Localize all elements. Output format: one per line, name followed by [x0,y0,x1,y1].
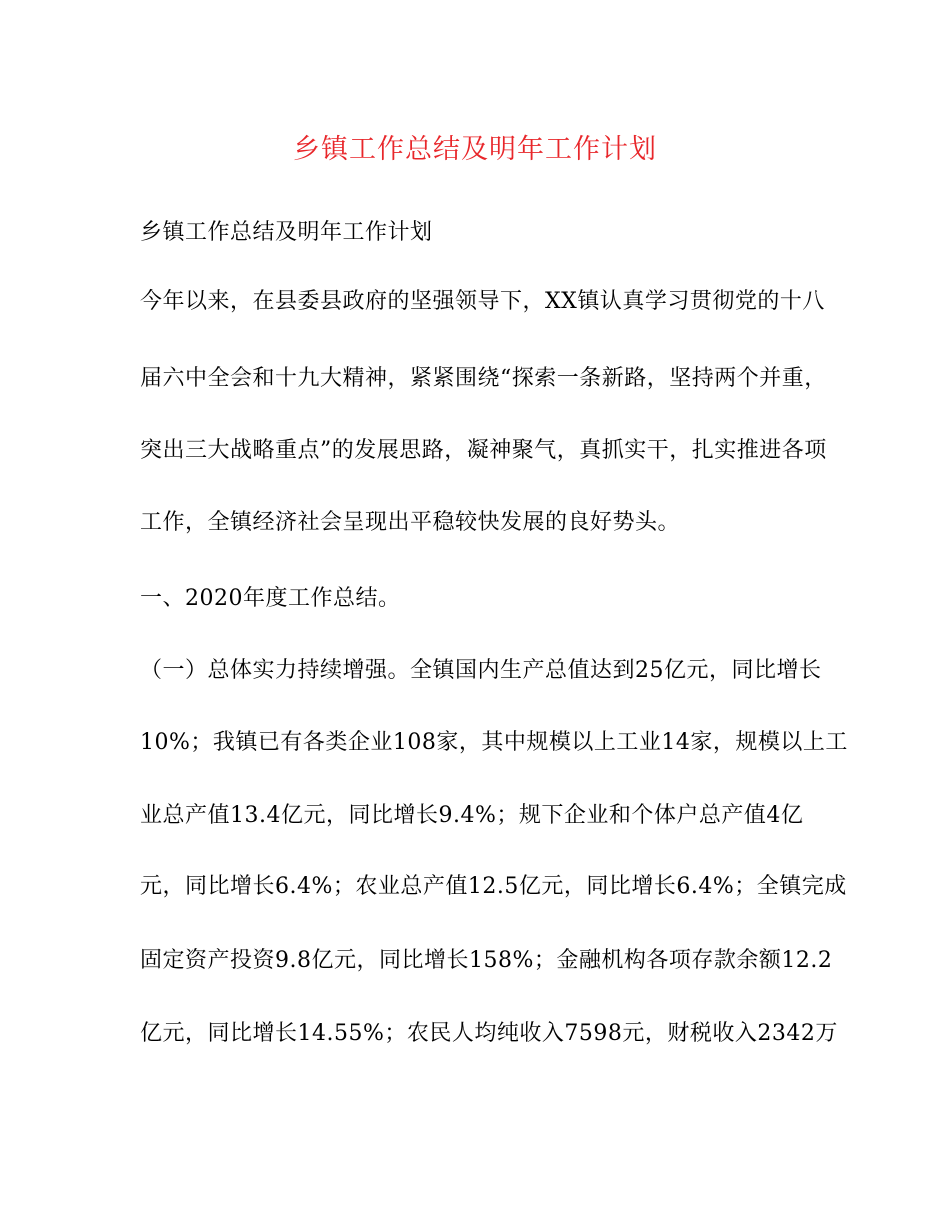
body-line: 10%；我镇已有各类企业108家，其中规模以上工业14家，规模以上工 [140,730,848,755]
body-line: 亿元，同比增长14.55%；农民人均纯收入7598元，财税收入2342万 [140,1021,838,1046]
body-line: 工作，全镇经济社会呈现出平稳较快发展的良好势头。 [140,510,681,535]
body-line: 今年以来，在县委县政府的坚强领导下，XX镇认真学习贯彻党的十八 [140,289,825,314]
body-line: 业总产值13.4亿元，同比增长9.4%；规下企业和个体户总产值4亿 [140,803,804,828]
body-line: 突出三大战略重点”的发展思路，凝神聚气，真抓实干，扎实推进各项 [140,438,827,463]
body-line: （一）总体实力持续增强。全镇国内生产总值达到25亿元，同比增长 [140,658,822,683]
document-title: 乡镇工作总结及明年工作计划 [293,134,657,165]
body-line: 元，同比增长6.4%；农业总产值12.5亿元，同比增长6.4%；全镇完成 [140,874,847,899]
subtitle-line: 乡镇工作总结及明年工作计划 [140,220,433,245]
body-line: 届六中全会和十九大精神，紧紧围绕“探索一条新路，坚持两个并重， [140,366,827,391]
body-line: 固定资产投资9.8亿元，同比增长158%；金融机构各项存款余额12.2 [140,948,833,973]
section-heading: 一、2020年度工作总结。 [140,586,401,611]
